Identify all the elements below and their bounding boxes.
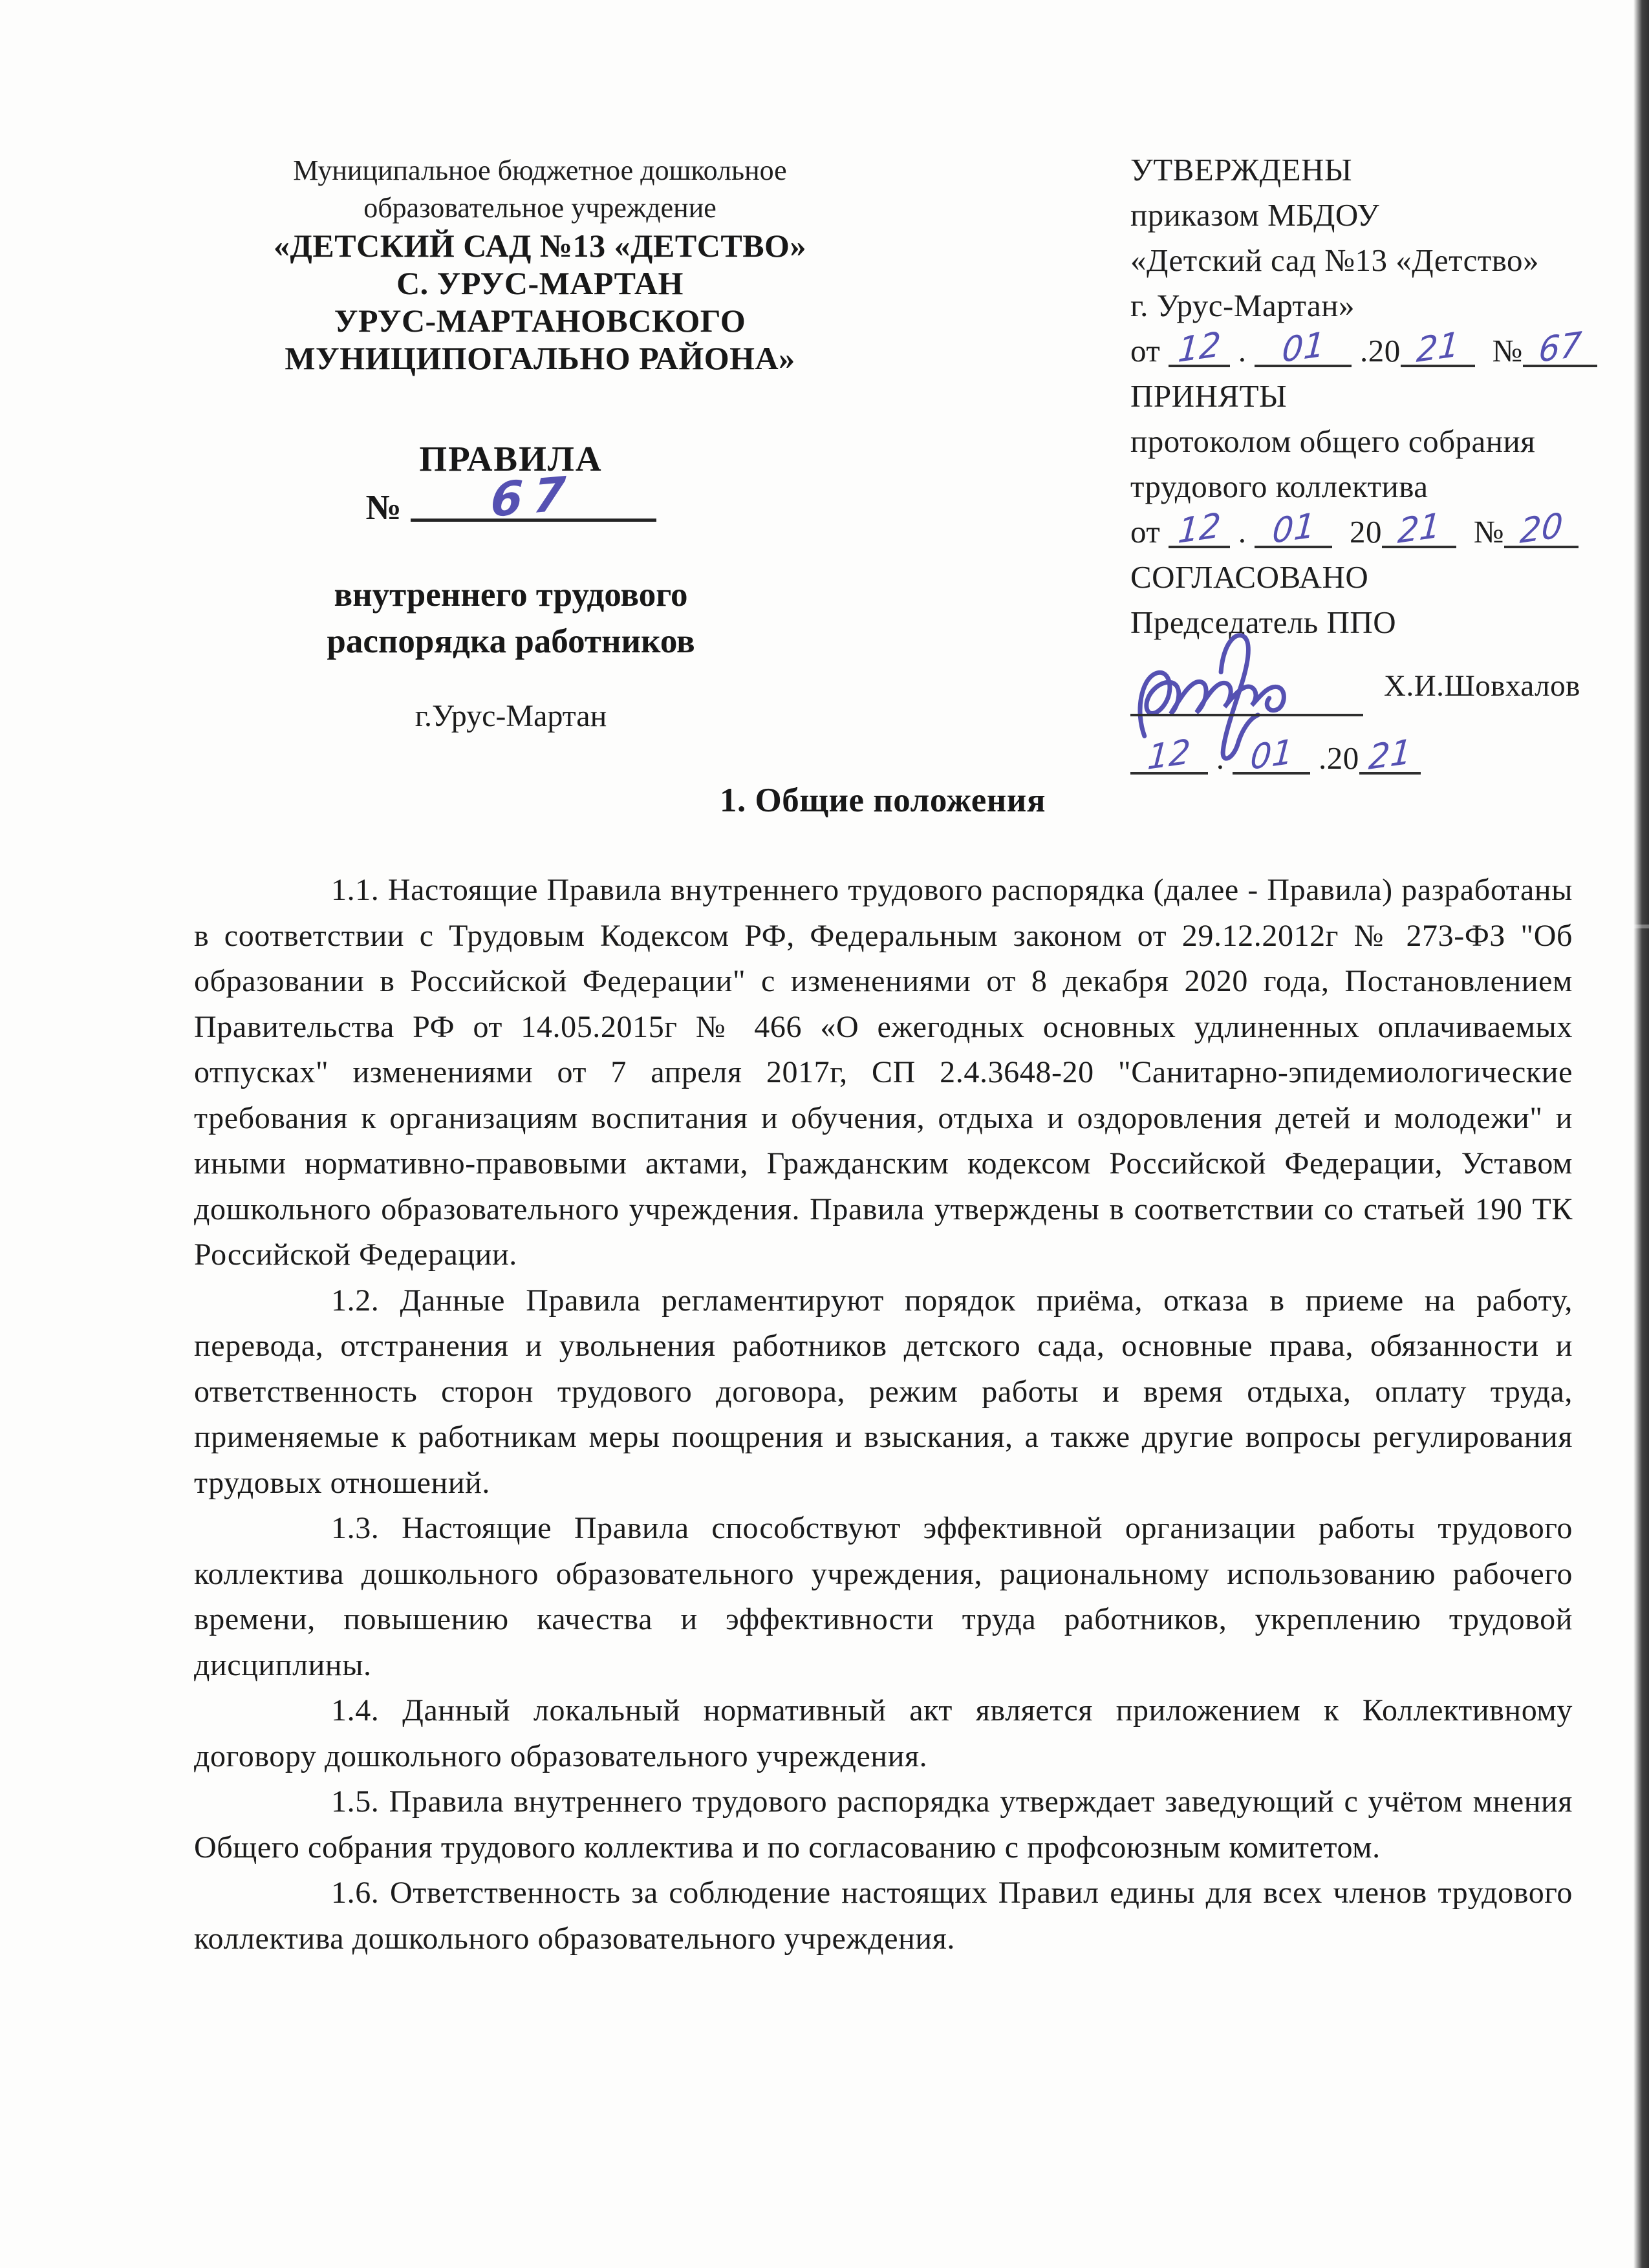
accepted-by: протоколом общего собрания — [1130, 423, 1536, 459]
document-subtitle: внутреннего трудового — [334, 576, 688, 614]
paragraph-1-4: 1.4. Данный локальный нормативный акт является приложением к Коллективному договору дошкольного образовательного учреждения. — [194, 1693, 1573, 1773]
dot: . — [1238, 514, 1247, 550]
handwritten-protocol-number: 20 — [1518, 506, 1565, 552]
year-prefix: 20 — [1350, 514, 1383, 550]
organization-block — [217, 152, 863, 377]
handwritten-protocol-day: 12 — [1176, 506, 1223, 552]
protocol-month-blank — [1255, 506, 1332, 552]
from-label: от — [1130, 514, 1161, 550]
handwritten-sign-month: 01 — [1249, 732, 1295, 778]
protocol-year-blank — [1382, 506, 1456, 552]
signature-line — [1130, 645, 1641, 736]
agreed-name: Х.И.Шовхалов — [1384, 669, 1580, 703]
handwritten-sign-year: 21 — [1367, 732, 1413, 778]
org-line: Муниципальное бюджетное дошкольное — [293, 155, 787, 186]
sign-year-blank — [1359, 732, 1421, 778]
org-name-line: МУНИЦИПОГАЛЬНО РАЙОНА» — [285, 340, 795, 376]
section-heading: 1. Общие положения — [719, 782, 1046, 819]
document-body — [194, 868, 1573, 1962]
document-title: ПРАВИЛА — [419, 439, 603, 478]
agreed-heading: СОГЛАСОВАНО — [1130, 559, 1369, 595]
document-number-blank — [411, 465, 656, 528]
org-line: образовательное учреждение — [363, 192, 717, 224]
order-month-blank — [1255, 325, 1352, 371]
handwritten-order-month: 01 — [1280, 325, 1326, 371]
agreed-role: Председатель ППО — [1130, 604, 1397, 640]
approved-city: г. Урус-Мартан» — [1130, 288, 1355, 323]
handwritten-protocol-year: 21 — [1396, 506, 1443, 552]
order-number-blank — [1523, 325, 1597, 371]
from-label: от — [1130, 333, 1161, 369]
org-name-line: С. УРУС-МАРТАН — [396, 265, 684, 301]
dot: . — [1216, 740, 1225, 776]
paragraph-1-3: 1.3. Настоящие Правила способствуют эффективной организации работы трудового коллектива дошкольного образовательного учреждения, рациональному использованию рабочего времени, повышению качества и эффективности труда работников, укреплению трудовой дисциплины. — [194, 1511, 1573, 1682]
year-prefix: .20 — [1360, 333, 1401, 369]
handwritten-protocol-month: 01 — [1271, 506, 1317, 552]
paragraph-1-2: 1.2. Данные Правила регламентируют порядок приёма, отказа в приеме на работу, перевода, отстранения и увольнения работников детского сада, основные права, обязанности и ответственность сторон трудового договора, режим работы и время отдыха, оплату труда, применяемые к работникам меры поощрения и взыскания, а также другие вопросы регулирования трудовых отношений. — [194, 1283, 1573, 1500]
year-prefix: .20 — [1319, 740, 1359, 776]
approved-by: приказом МБДОУ — [1130, 197, 1380, 233]
protocol-date-line — [1130, 506, 1641, 555]
paragraph-1-5: 1.5. Правила внутреннего трудового распорядка утверждает заведующий с учётом мнения Общего собрания трудового коллектива и по согласованию с профсоюзным комитетом. — [194, 1784, 1573, 1865]
protocol-number-blank — [1504, 506, 1579, 552]
handwritten-document-number: 67 — [489, 465, 578, 528]
order-year-blank — [1401, 325, 1475, 371]
signature-underline — [1130, 714, 1363, 716]
order-date-line — [1130, 325, 1641, 374]
sign-month-blank — [1233, 732, 1310, 778]
accepted-by: трудового коллектива — [1130, 469, 1428, 504]
scan-edge-artifact — [1633, 0, 1649, 2268]
dot: . — [1238, 333, 1247, 369]
paragraph-1-6: 1.6. Ответственность за соблюдение настоящих Правил едины для всех членов трудового коллектива дошкольного образовательного учреждения. — [194, 1876, 1573, 1956]
org-name-line: УРУС-МАРТАНОВСКОГО — [334, 303, 746, 339]
document-city: г.Урус-Мартан — [415, 699, 607, 733]
handwritten-order-number: 67 — [1537, 325, 1583, 371]
order-day-blank — [1169, 325, 1230, 371]
number-sign: № — [365, 487, 402, 527]
sign-day-blank — [1130, 732, 1208, 778]
signature-date-line — [1130, 732, 1641, 781]
handwritten-sign-day: 12 — [1146, 732, 1192, 778]
handwritten-order-day: 12 — [1176, 325, 1223, 371]
paragraph-1-1: 1.1. Настоящие Правила внутреннего трудового распорядка (далее - Правила) разработаны в соответствии с Трудовым Кодексом РФ, Федеральным законом от 29.12.2012г № 273-ФЗ "Об образовании в Российской Федерации" с изменениями от 8 декабря 2020 года, Постановлением Правительства РФ от 14.05.2015г № 466 «О ежегодных основных удлиненных оплачиваемых отпусках" изменениями от 7 апреля 2017г, СП 2.4.3648-20 "Санитарно-эпидемиологические требования к организациям воспитания и обучения, отдыха и оздоровления детей и молодежи" и иными нормативно-правовыми актами, Гражданским кодексом Российской Федерации, Уставом дошкольного образовательного учреждения. Правила утверждены в соответствии со статьей 190 ТК Российской Федерации. — [194, 873, 1573, 1272]
document-number-line — [188, 465, 834, 528]
approval-block — [1130, 147, 1641, 781]
number-sign: № — [1492, 333, 1523, 369]
approved-org: «Детский сад №13 «Детство» — [1130, 242, 1540, 278]
approved-heading: УТВЕРЖДЕНЫ — [1130, 152, 1353, 187]
accepted-heading: ПРИНЯТЫ — [1130, 378, 1288, 414]
document-subtitle: распорядка работников — [327, 623, 695, 660]
handwritten-order-year: 21 — [1415, 325, 1461, 371]
number-sign: № — [1473, 514, 1505, 550]
org-name-line: «ДЕТСКИЙ САД №13 «ДЕТСТВО» — [274, 228, 806, 264]
protocol-day-blank — [1169, 506, 1230, 552]
